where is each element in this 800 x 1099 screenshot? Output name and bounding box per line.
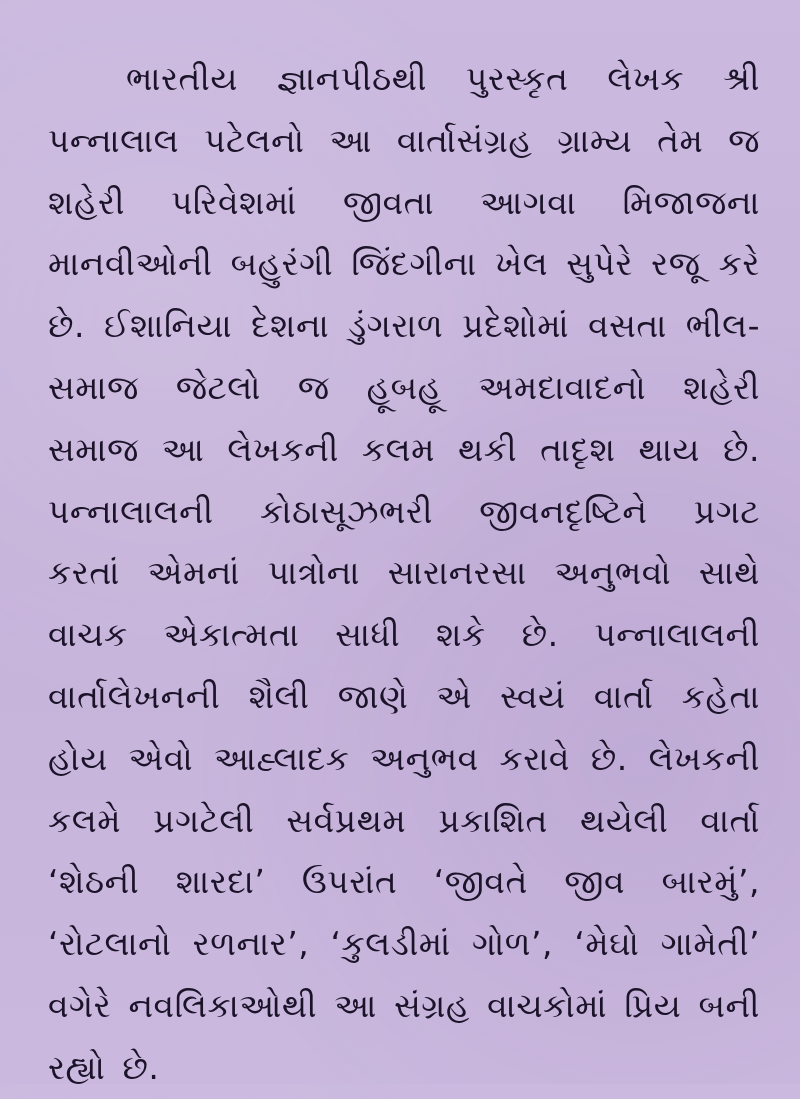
book-description-paragraph: ભારતીય જ્ઞાનપીઠથી પુરસ્કૃત લેખક શ્રી પન્નાલાલ પટેલનો આ વાર્તાસંગ્રહ ગ્રામ્ય તેમ જ શહેરી પરિવેશમાં જીવતા આગવા મિજાજના માનવીઓની બહુરંગી જિંદગીના ખેલ સુપેરે રજૂ કરે છે. ઈશાનિયા દેશના ડુંગરાળ પ્રદેશોમાં વસતા ભીલ-સમાજ જેટલો જ હૂબહૂ અમદાવાદનો શહેરી સમાજ આ લેખકની કલમ થકી તાદૃશ થાય છે. પન્નાલાલની કોઠાસૂઝભરી જીવનદૃષ્ટિને પ્રગટ કરતાં એમનાં પાત્રોના સારાનરસા અનુભવો સાથે વાચક એકાત્મતા સાધી શકે છે. પન્નાલાલની વાર્તાલેખનની શૈલી જાણે એ સ્વયં વાર્તા કહેતા હોય એવો આહ્લાદક અનુભવ કરાવે છે. લેખકની કલમે પ્રગટેલી સર્વપ્રથમ પ્રકાશિત થયેલી વાર્તા ‘શેઠની શારદા’ ઉપરાંત ‘જીવતે જીવ બારમું’, ‘રોટલાનો રળનાર’, ‘કુલડીમાં ગોળ’, ‘મેઘો ગામેતી’ વગેરે નવલિકાઓથી આ સંગ્રહ વાચકોમાં પ્રિય બની રહ્યો છે. xyxy=(48,59,760,1087)
